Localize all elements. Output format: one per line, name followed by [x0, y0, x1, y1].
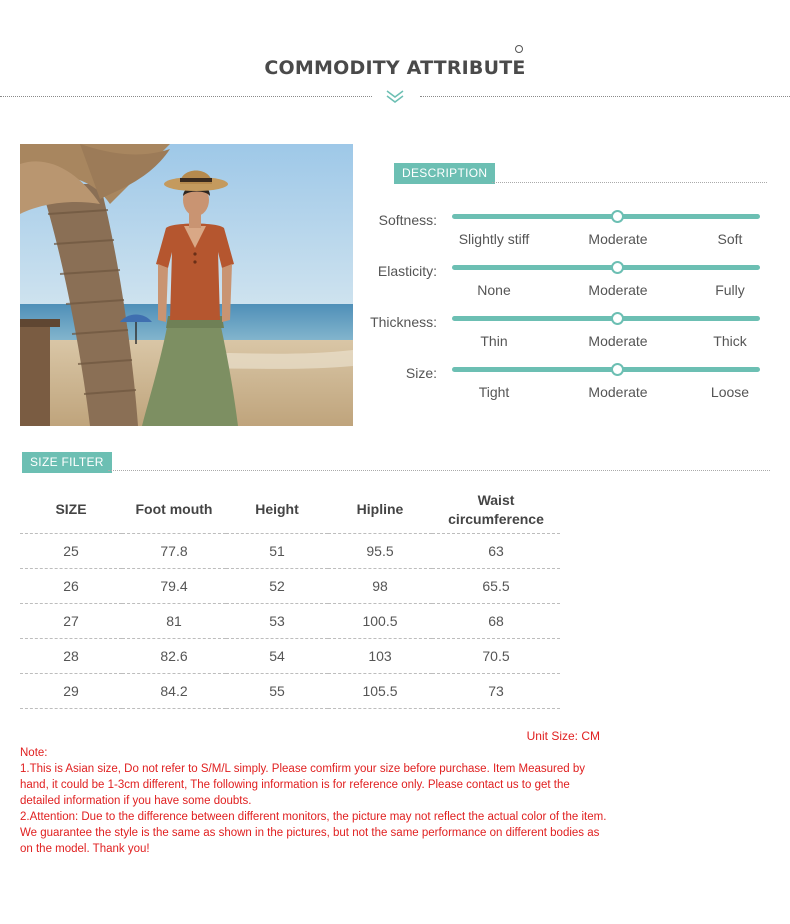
scale-low: None [477, 282, 511, 298]
table-cell: 52 [226, 568, 328, 603]
attribute-label: Size: [405, 365, 437, 381]
table-row [20, 603, 560, 638]
scale-mid: Moderate [588, 282, 648, 298]
table-cell: 70.5 [432, 638, 560, 673]
table-cell: 81 [122, 603, 226, 638]
note-line: 2.Attention: Due to the difference between different monitors, the picture may not reflect the actual color of the item. We guarantee the style is the same as shown in the pictures, but not the same performance on different bodies as on the model. Thank you! [20, 811, 607, 855]
column-header: Foot mouth [135, 501, 213, 518]
table-cell: 77.8 [122, 533, 226, 568]
section-header [0, 0, 790, 110]
table-cell: 53 [226, 603, 328, 638]
scale-high: Soft [717, 231, 743, 247]
scale-mid: Moderate [588, 231, 648, 247]
table-header-row [20, 487, 560, 533]
column-header: Hipline [356, 501, 404, 518]
table-cell: 28 [20, 638, 122, 673]
attribute-track [452, 367, 760, 372]
table-cell: 73 [432, 673, 560, 708]
table-cell: 29 [20, 673, 122, 708]
table-row [20, 638, 560, 673]
scale-high: Loose [710, 384, 750, 400]
size-filter-divider [108, 470, 770, 471]
table-cell: 27 [20, 603, 122, 638]
table-cell: 103 [328, 638, 432, 673]
header-divider-right [420, 96, 790, 97]
table-row [20, 673, 560, 708]
unit-label: Unit Size: CM [526, 729, 600, 743]
note-line: 1.This is Asian size, Do not refer to S/M/L simply. Please comfirm your size before purchase. Item Measured by hand, it could be 1-3cm different, The following information is for reference only. Please contact us to get the detailed information if you have some doubts. [20, 763, 585, 807]
attribute-knob [611, 261, 624, 274]
table-cell: 51 [226, 533, 328, 568]
attribute-track [452, 214, 760, 219]
table-cell: 84.2 [122, 673, 226, 708]
table-cell: 54 [226, 638, 328, 673]
attribute-knob [611, 312, 624, 325]
table-cell: 82.6 [122, 638, 226, 673]
scale-mid: Moderate [588, 333, 648, 349]
attribute-label: Elasticity: [377, 263, 437, 279]
chevron-down-icon [385, 88, 405, 104]
table-cell: 63 [432, 533, 560, 568]
table-cell: 95.5 [328, 533, 432, 568]
description-divider [492, 182, 767, 183]
attribute-knob [611, 363, 624, 376]
scale-low: Tight [478, 384, 510, 400]
attribute-label: Thickness: [370, 314, 437, 330]
size-table [20, 487, 560, 709]
description-tag: DESCRIPTION [394, 163, 495, 184]
table-cell: 65.5 [432, 568, 560, 603]
column-header: SIZE [55, 501, 87, 518]
scale-low: Slightly stiff [458, 231, 530, 247]
attribute-label: Softness: [378, 212, 437, 228]
page-title: COMMODITY ATTRIBUTE [264, 57, 526, 79]
scale-high: Fully [715, 282, 745, 298]
table-cell: 68 [432, 603, 560, 638]
scale-mid: Moderate [588, 384, 648, 400]
title-degree-mark [515, 45, 523, 53]
table-cell: 55 [226, 673, 328, 708]
column-header: Height [255, 501, 299, 518]
table-cell: 100.5 [328, 603, 432, 638]
table-cell: 105.5 [328, 673, 432, 708]
size-filter-tag: SIZE FILTER [22, 452, 112, 473]
attribute-track [452, 316, 760, 321]
column-header: Waist circumference [448, 491, 544, 527]
scale-high: Thick [713, 333, 747, 349]
note-block [20, 745, 610, 857]
table-row [20, 533, 560, 568]
note-title: Note: [20, 747, 48, 759]
table-cell: 25 [20, 533, 122, 568]
table-cell: 26 [20, 568, 122, 603]
product-photo [20, 144, 353, 426]
table-cell: 98 [328, 568, 432, 603]
table-row [20, 568, 560, 603]
table-cell: 79.4 [122, 568, 226, 603]
scale-low: Thin [480, 333, 508, 349]
header-divider-left [0, 96, 372, 97]
attribute-knob [611, 210, 624, 223]
attribute-track [452, 265, 760, 270]
